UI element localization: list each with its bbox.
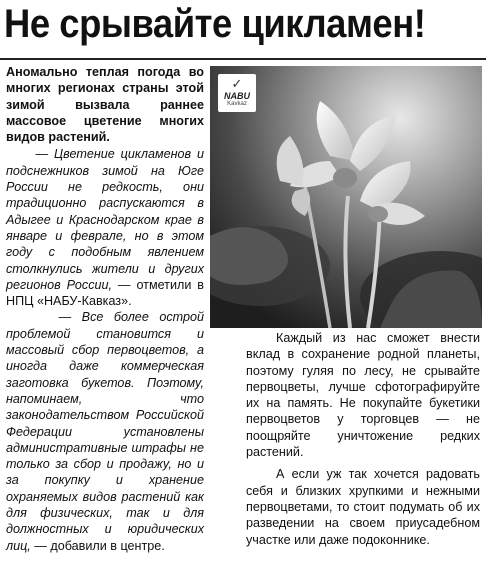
right-paragraph-2: А если уж так хочется радовать себя и близких хрупкими и нежными первоцветами, то стоит подумать об их разведении на своем приусадебном участке или даже подоконнике. <box>246 467 480 547</box>
headline-rule <box>0 58 486 60</box>
logo-name: NABU <box>224 91 250 101</box>
left-paragraph-1 <box>6 146 204 309</box>
headline: Не срывайте цикламен! <box>4 2 426 46</box>
nabu-logo <box>218 74 256 112</box>
left-column <box>6 64 204 554</box>
cyclamen-photo <box>210 66 482 328</box>
bird-icon: ✓ <box>231 76 243 91</box>
right-paragraph-1: Каждый из нас сможет внести вклад в сохранение родной планеты, поэтому гуляя по лесу, не срывайте первоцветы, лучше сфотографируйте их на память. Не покупайте букетики первоцветов у торговцев — не поощряйте уничтожение редких растений. <box>246 331 480 460</box>
attribution-1: — отметили в НПЦ «НАБУ-Кавказ». <box>6 277 204 309</box>
right-column <box>246 330 480 548</box>
logo-sub: Kavkaz <box>227 101 247 107</box>
lead-paragraph: Аномально теплая погода во многих регионах страны этой зимой вызвала раннее массовое цветение многих видов растений. <box>6 65 204 145</box>
left-paragraph-2 <box>6 309 204 553</box>
quote-1: — Цветение цикламенов и подснежников зимой на Юге России не редкость, они традиционно распускаются в Адыгее и Краснодарском крае в январе и феврале, но в этом году с подобным явлением столкнулись жители и других регионов России, <box>6 147 204 292</box>
quote-2: — Все более острой проблемой становится и массовый сбор первоцветов, а иногда даже коммерческая заготовка букетов. Поэтому, напоминаем, что законодательством Российской Федерации установлены административные штрафы не только за сбор и продажу, но и за покупку и хранение охраняемых видов растений как для физических, так и для должностных и юридических лиц, <box>6 310 204 553</box>
attribution-2: — добавили в центре. <box>30 538 165 553</box>
